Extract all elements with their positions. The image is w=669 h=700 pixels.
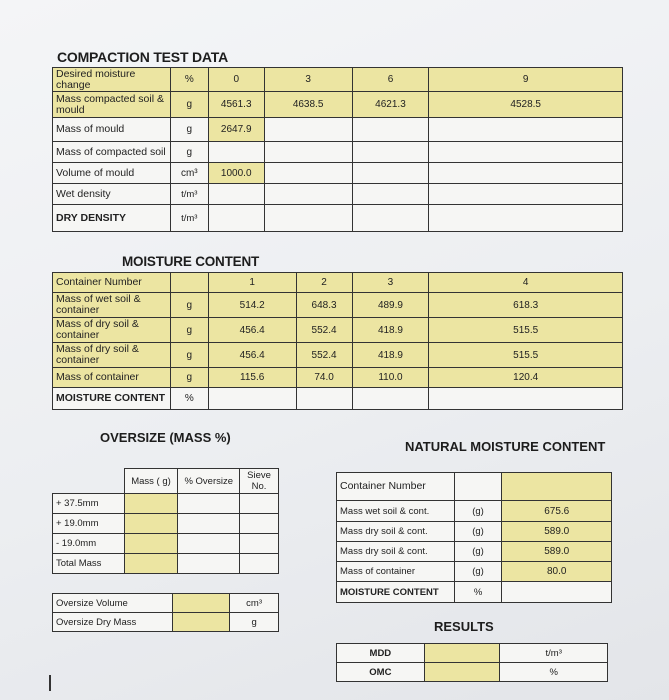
table-row: Container Number [337, 473, 612, 501]
table-row: Mass dry soil & cont. (g) 589.0 [337, 542, 612, 562]
compaction-title: COMPACTION TEST DATA [57, 49, 228, 65]
table-row: Desired moisture change % 0 3 6 9 [53, 68, 623, 92]
table-row: Mass dry soil & cont. (g) 589.0 [337, 522, 612, 542]
table-row: OMC % [337, 663, 608, 682]
natural-table [336, 472, 612, 603]
results-table [336, 643, 608, 682]
table-row: Container Number 1 2 3 4 [53, 273, 623, 293]
table-row: Mass of container (g) 80.0 [337, 562, 612, 582]
table-row: Mass ( g) % Oversize Sieve No. [53, 469, 279, 494]
table-row: DRY DENSITY t/m³ [53, 205, 623, 232]
table-row: Mass of mould g 2647.9 [53, 118, 623, 142]
table-row: MOISTURE CONTENT % [337, 582, 612, 603]
moisture-title: MOISTURE CONTENT [122, 254, 260, 269]
oversize-title: OVERSIZE (MASS %) [100, 430, 231, 445]
table-row: Mass wet soil & cont. (g) 675.6 [337, 501, 612, 522]
table-row: MDD t/m³ [337, 644, 608, 663]
table-row: Mass compacted soil & mould g 4561.3 4638.5 4621.3 4528.5 [53, 92, 623, 118]
table-row: Total Mass [53, 554, 279, 574]
table-row: Oversize Volume cm³ [53, 594, 279, 613]
moisture-table [52, 272, 623, 410]
table-row: Mass of dry soil & container g 456.4 552.4 418.9 515.5 [53, 343, 623, 368]
table-row: + 37.5mm [53, 494, 279, 514]
table-row: Oversize Dry Mass g [53, 613, 279, 632]
text-cursor [49, 675, 51, 691]
table-row: MOISTURE CONTENT % [53, 388, 623, 410]
table-row: + 19.0mm [53, 514, 279, 534]
results-title: RESULTS [434, 619, 494, 634]
natural-title: NATURAL MOISTURE CONTENT [405, 439, 606, 454]
oversize-volume-table [52, 593, 279, 632]
table-row: Volume of mould cm³ 1000.0 [53, 163, 623, 184]
compaction-table [52, 67, 623, 232]
table-row: Mass of compacted soil g [53, 142, 623, 163]
table-row: - 19.0mm [53, 534, 279, 554]
oversize-table [52, 468, 279, 574]
row-label: Desired moisture change [53, 68, 171, 92]
table-row: Mass of container g 115.6 74.0 110.0 120.4 [53, 368, 623, 388]
table-row: Mass of dry soil & container g 456.4 552.4 418.9 515.5 [53, 318, 623, 343]
table-row: Mass of wet soil & container g 514.2 648.3 489.9 618.3 [53, 293, 623, 318]
table-row: Wet density t/m³ [53, 184, 623, 205]
